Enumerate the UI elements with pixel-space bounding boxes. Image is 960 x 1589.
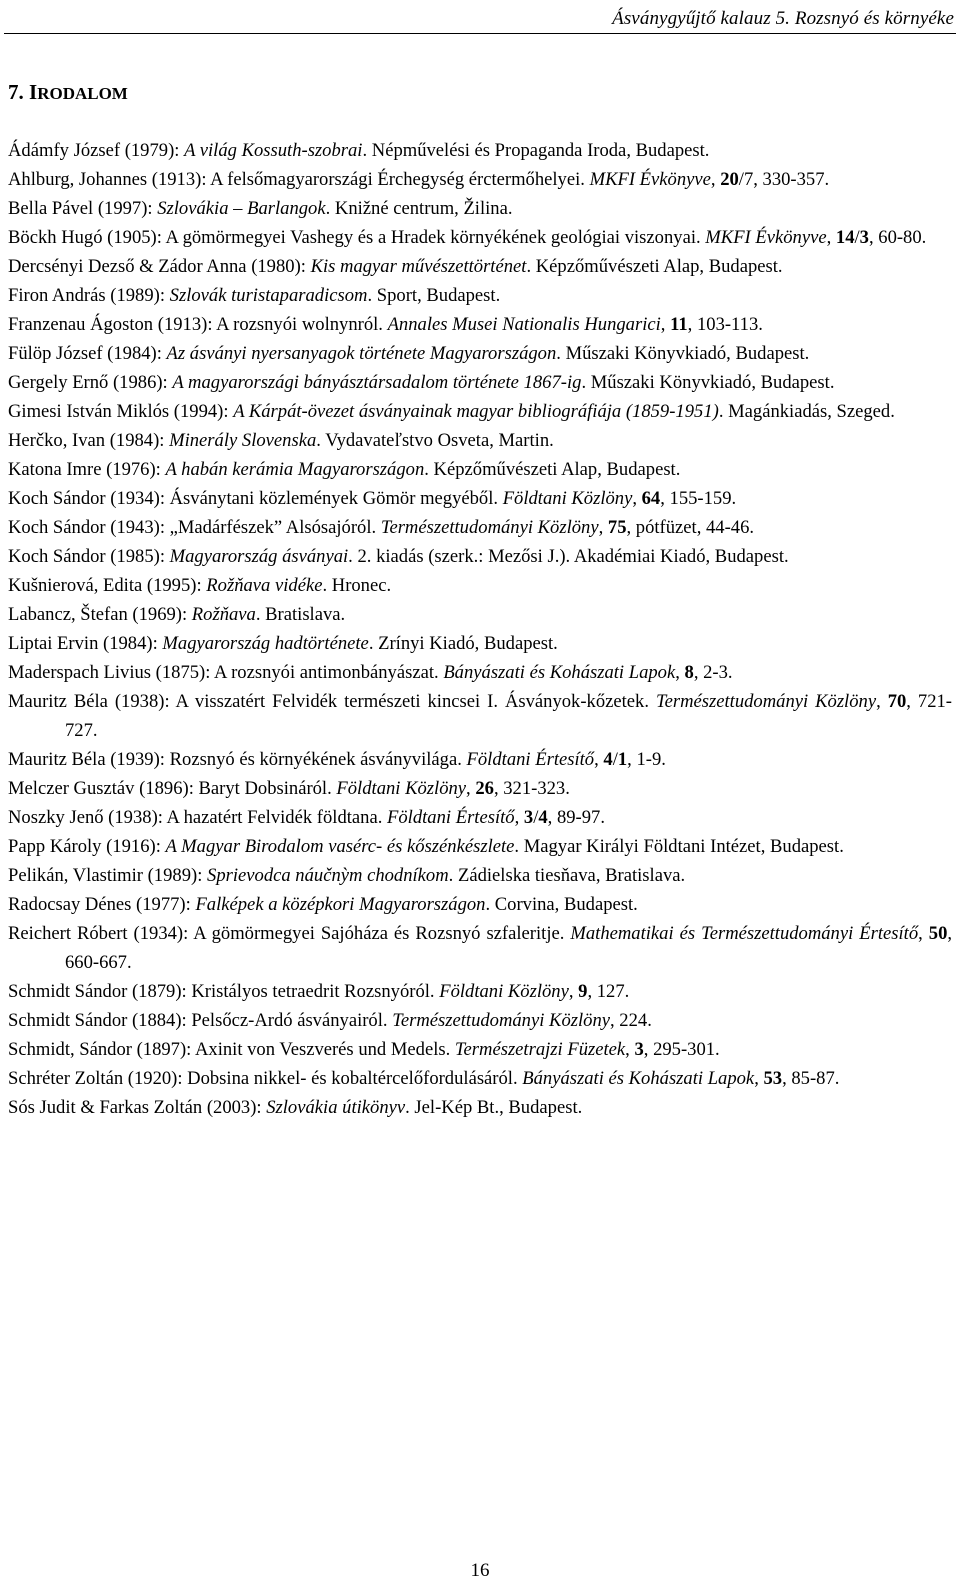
reference-volume: 14 <box>835 227 855 248</box>
reference-text: Pelikán, Vlastimir (1989): <box>8 865 208 886</box>
reference-entry <box>8 1064 952 1093</box>
reference-text: Gergely Ernő (1986): <box>8 372 173 393</box>
reference-text: . Képzőművészeti Alap, Budapest. <box>424 459 681 480</box>
reference-list <box>8 136 952 1122</box>
reference-text: , <box>598 517 608 538</box>
reference-entry <box>8 600 952 629</box>
reference-text: Koch Sándor (1934): Ásványtani közlemények Gömör megyéből. <box>8 488 503 509</box>
reference-text: Herčko, Ivan (1984): <box>8 430 170 451</box>
reference-entry <box>8 803 952 832</box>
reference-text: Franzenau Ágoston (1913): A rozsnyói wolnynról. <box>8 314 388 335</box>
section-title-rest: RODALOM <box>37 84 128 103</box>
reference-text: Koch Sándor (1985): <box>8 546 170 567</box>
reference-title: A Magyar Birodalom vasérc- és kőszénkészlete <box>165 836 515 857</box>
reference-title: Rožňava vidéke <box>206 575 323 596</box>
reference-volume: 3 <box>523 807 534 828</box>
reference-text: . Zádielska tiesňava, Bratislava. <box>448 865 686 886</box>
reference-text: . Knižné centrum, Žilina. <box>325 198 513 219</box>
reference-title: Mathematikai és Természettudományi Értesítő <box>570 923 919 944</box>
reference-text: Melczer Gusztáv (1896): Baryt Dobsináról. <box>8 778 337 799</box>
reference-volume: 11 <box>670 314 688 335</box>
reference-entry <box>8 368 952 397</box>
running-header: Ásványgyűjtő kalauz 5. Rozsnyó és környéke <box>612 8 954 29</box>
reference-entry <box>8 484 952 513</box>
reference-text: . Magánkiadás, Szeged. <box>718 401 895 422</box>
reference-text: Kušnierová, Edita (1995): <box>8 575 207 596</box>
reference-entry <box>8 1006 952 1035</box>
reference-text: Mauritz Béla (1938): A visszatért Felvidék természeti kincsei I. Ásványok-kőzetek. <box>8 691 656 712</box>
reference-text: Schmidt Sándor (1879): Kristályos tetraedrit Rozsnyóról. <box>8 981 440 1002</box>
reference-text: Papp Károly (1916): <box>8 836 166 857</box>
reference-text: . Sport, Budapest. <box>367 285 501 306</box>
reference-text: Dercsényi Dezső & Zádor Anna (1980): <box>8 256 311 277</box>
reference-entry <box>8 136 952 165</box>
reference-entry <box>8 774 952 803</box>
reference-entry <box>8 223 952 252</box>
reference-text: Bella Pável (1997): <box>8 198 158 219</box>
reference-entry <box>8 194 952 223</box>
reference-title: Földtani Közlöny <box>502 488 633 509</box>
reference-entry <box>8 861 952 890</box>
reference-text: , 2-3. <box>693 662 733 683</box>
reference-text: . Műszaki Könyvkiadó, Budapest. <box>581 372 835 393</box>
reference-title: Földtani Értesítő <box>466 749 595 770</box>
reference-text: , 660-667. <box>65 923 953 973</box>
reference-text: Fülöp József (1984): <box>8 343 167 364</box>
reference-title: A világ Kossuth-szobrai <box>184 140 363 161</box>
reference-text: , 1-9. <box>627 749 666 770</box>
reference-text: , 224. <box>610 1010 652 1031</box>
reference-text: Radocsay Dénes (1977): <box>8 894 196 915</box>
reference-text: , <box>625 1039 635 1060</box>
reference-text: / <box>612 749 618 770</box>
reference-title: Sprievodca náučnỳm chodníkom <box>207 865 449 886</box>
reference-text: Ahlburg, Johannes (1913): A felsőmagyarországi Érchegység érctermőhelyei. <box>8 169 590 190</box>
reference-entry <box>8 252 952 281</box>
reference-text: . Vydavateľstvo Osveta, Martin. <box>316 430 554 451</box>
reference-volume: 4 <box>538 807 548 828</box>
reference-text: Noszky Jenő (1938): A hazatért Felvidék földtana. <box>8 807 388 828</box>
reference-title: Természetrajzi Füzetek <box>454 1039 626 1060</box>
section-number: 7. <box>8 80 24 104</box>
reference-volume: 64 <box>641 488 661 509</box>
reference-text: Koch Sándor (1943): „Madárfészek” Alsósajóról. <box>8 517 381 538</box>
reference-title: Rožňava <box>191 604 256 625</box>
reference-volume: 26 <box>475 778 494 799</box>
reference-title: Bányászati és Kohászati Lapok <box>522 1068 755 1089</box>
reference-text: , <box>876 691 888 712</box>
reference-text: , <box>754 1068 764 1089</box>
reference-text: , <box>918 923 929 944</box>
reference-text: Sós Judit & Farkas Zoltán (2003): <box>8 1097 267 1118</box>
reference-text: Gimesi István Miklós (1994): <box>8 401 234 422</box>
reference-entry <box>8 542 952 571</box>
reference-text: Firon András (1989): <box>8 285 170 306</box>
reference-title: Természettudományi Közlöny <box>380 517 599 538</box>
reference-text: / <box>854 227 860 248</box>
reference-entry <box>8 513 952 542</box>
reference-volume: 20 <box>720 169 739 190</box>
reference-text: , <box>466 778 476 799</box>
reference-volume: 9 <box>578 981 588 1002</box>
reference-volume: 1 <box>617 749 628 770</box>
reference-entry <box>8 310 952 339</box>
reference-text: , <box>675 662 685 683</box>
reference-entry <box>8 571 952 600</box>
reference-text: , 295-301. <box>643 1039 720 1060</box>
reference-title: A Kárpát-övezet ásványainak magyar bibliográfiája (1859-1951) <box>233 401 719 422</box>
reference-text: Katona Imre (1976): <box>8 459 166 480</box>
reference-entry <box>8 977 952 1006</box>
reference-volume: 8 <box>684 662 694 683</box>
reference-text: . Népművelési és Propaganda Iroda, Budapest. <box>362 140 710 161</box>
reference-title: Szlovák turistaparadicsom <box>169 285 368 306</box>
reference-text: Schmidt Sándor (1884): Pelsőcz-Ardó ásványairól. <box>8 1010 393 1031</box>
reference-volume: 50 <box>928 923 948 944</box>
reference-text: , <box>594 749 604 770</box>
reference-text: / <box>533 807 539 828</box>
reference-volume: 3 <box>859 227 869 248</box>
reference-volume: 75 <box>607 517 627 538</box>
reference-text: . Corvina, Budapest. <box>485 894 638 915</box>
reference-text: . Műszaki Könyvkiadó, Budapest. <box>556 343 810 364</box>
reference-title: Magyarország ásványai <box>169 546 349 567</box>
reference-text: , 721-727. <box>65 691 952 741</box>
reference-entry <box>8 687 952 745</box>
reference-text: , <box>514 807 524 828</box>
reference-text: , 127. <box>587 981 630 1002</box>
reference-title: Kis magyar művészettörténet <box>310 256 527 277</box>
reference-entry <box>8 890 952 919</box>
reference-text: Mauritz Béla (1939): Rozsnyó és környékének ásványvilága. <box>8 749 467 770</box>
reference-text: Maderspach Livius (1875): A rozsnyói antimonbányászat. <box>8 662 444 683</box>
reference-entry <box>8 165 952 194</box>
reference-entry <box>8 1093 952 1122</box>
reference-text: Labancz, Štefan (1969): <box>8 604 192 625</box>
reference-title: Természettudományi Közlöny <box>655 691 877 712</box>
reference-entry <box>8 397 952 426</box>
reference-title: Magyarország hadtörténete <box>162 633 369 654</box>
reference-title: A habán kerámia Magyarországon <box>165 459 425 480</box>
reference-entry <box>8 455 952 484</box>
reference-entry <box>8 1035 952 1064</box>
reference-volume: 53 <box>763 1068 783 1089</box>
reference-text: , <box>660 314 671 335</box>
reference-entry <box>8 281 952 310</box>
reference-title: MKFI Évkönyve <box>589 169 711 190</box>
section-title <box>29 80 128 104</box>
reference-entry <box>8 658 952 687</box>
reference-volume: 4 <box>603 749 613 770</box>
reference-text: Reichert Róbert (1934): A gömörmegyei Sajóháza és Rozsnyó szfaleritje. <box>8 923 571 944</box>
reference-text: . Jel-Kép Bt., Budapest. <box>405 1097 583 1118</box>
section-title-initial: I <box>29 80 38 104</box>
reference-title: Falképek a középkori Magyarországon <box>195 894 486 915</box>
reference-title: Földtani Értesítő <box>387 807 515 828</box>
section-heading <box>8 80 128 105</box>
reference-title: Szlovákia – Barlangok <box>157 198 326 219</box>
reference-text: , <box>568 981 579 1002</box>
reference-text: . 2. kiadás (szerk.: Mezősi J.). Akadémiai Kiadó, Budapest. <box>348 546 789 567</box>
reference-text: , 155-159. <box>660 488 737 509</box>
reference-text: Ádámfy József (1979): <box>8 140 185 161</box>
reference-title: Természettudományi Közlöny <box>392 1010 610 1031</box>
reference-entry <box>8 629 952 658</box>
reference-text: , <box>826 227 836 248</box>
reference-text: . Zrínyi Kiadó, Budapest. <box>368 633 558 654</box>
reference-text: . Magyar Királyi Földtani Intézet, Budapest. <box>514 836 844 857</box>
reference-entry <box>8 745 952 774</box>
reference-text: , 89-97. <box>547 807 605 828</box>
reference-text: , 60-80. <box>868 227 927 248</box>
reference-text: , pótfüzet, 44-46. <box>626 517 755 538</box>
reference-title: Földtani Közlöny <box>439 981 569 1002</box>
reference-title: A magyarországi bányásztársadalom története 1867-ig <box>172 372 582 393</box>
reference-title: Annales Musei Nationalis Hungarici <box>387 314 661 335</box>
reference-text: . Hronec. <box>322 575 392 596</box>
reference-text: Schréter Zoltán (1920): Dobsina nikkel- és kobaltércelőfordulásáról. <box>8 1068 523 1089</box>
reference-text: , 103-113. <box>687 314 763 335</box>
reference-volume: 70 <box>887 691 907 712</box>
page-number: 16 <box>470 1560 490 1581</box>
header-divider <box>4 33 956 34</box>
reference-text: Böckh Hugó (1905): A gömörmegyei Vashegy és a Hradek környékének geológiai viszonyai. <box>8 227 706 248</box>
reference-title: Szlovákia útikönyv <box>266 1097 406 1118</box>
reference-text: /7, 330-357. <box>738 169 830 190</box>
reference-text: , <box>710 169 721 190</box>
reference-entry <box>8 339 952 368</box>
reference-title: Az ásványi nyersanyagok története Magyarországon <box>166 343 557 364</box>
reference-volume: 3 <box>634 1039 644 1060</box>
reference-text: . Bratislava. <box>255 604 346 625</box>
reference-text: Schmidt, Sándor (1897): Axinit von Veszverés und Medels. <box>8 1039 455 1060</box>
reference-text: , 321-323. <box>493 778 570 799</box>
reference-entry <box>8 919 952 977</box>
reference-text: , 85-87. <box>782 1068 840 1089</box>
reference-title: Földtani Közlöny <box>336 778 467 799</box>
reference-title: MKFI Évkönyve <box>705 227 827 248</box>
reference-entry <box>8 832 952 861</box>
reference-text: , <box>632 488 642 509</box>
reference-title: Minerály Slovenska <box>169 430 317 451</box>
reference-text: . Képzőművészeti Alap, Budapest. <box>526 256 783 277</box>
reference-text: Liptai Ervin (1984): <box>8 633 163 654</box>
reference-entry <box>8 426 952 455</box>
reference-title: Bányászati és Kohászati Lapok <box>443 662 676 683</box>
